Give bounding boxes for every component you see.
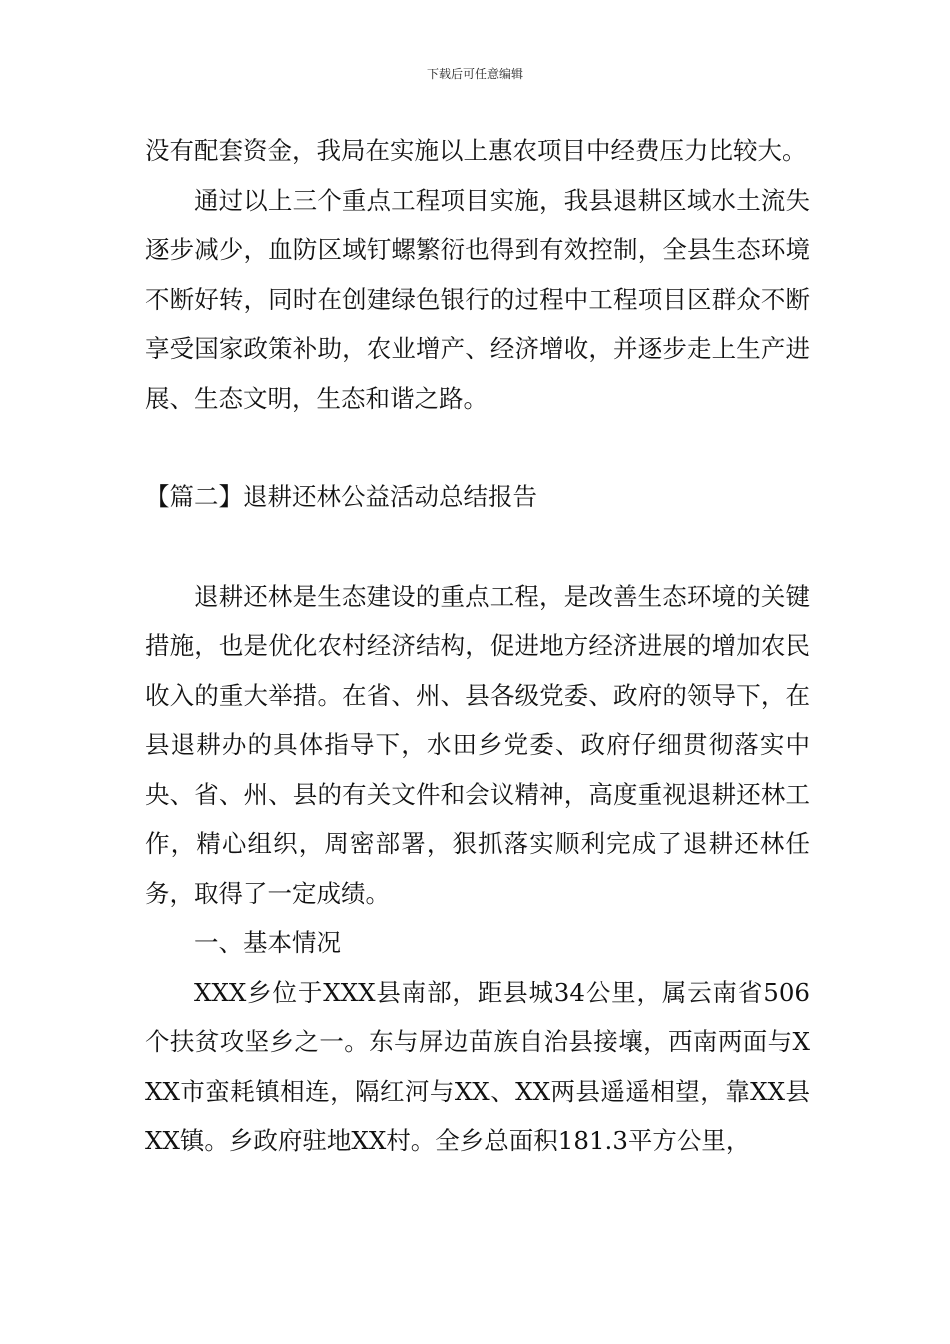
paragraph-continuation: 没有配套资金，我局在实施以上惠农项目中经费压力比较大。 xyxy=(145,136,807,165)
paragraph-summary: 通过以上三个重点工程项目实施，我县退耕区域水土流失逐步减少，血防区域钉螺繁衍也得到有效控制，全县生态环境不断好转，同时在创建绿色银行的过程中工程项目区群众不断享受国家政策补助，农业增产、经济增收，并逐步走上生产进展、生态文明，生态和谐之路。 xyxy=(145,185,810,413)
heading-basic-situation: 一、基本情况 xyxy=(194,928,341,957)
paragraph-basic-situation: XXX乡位于XXX县南部，距县城34公里，属云南省506个扶贫攻坚乡之一。东与屏边苗族自治县接壤，西南两面与XXX市蛮耗镇相连，隔红河与XX、XX两县遥遥相望，靠XX县XX镇。乡政府驻地XX村。全乡总面积181.3平方公里， xyxy=(145,977,810,1155)
section-title: 【篇二】退耕还林公益活动总结报告 xyxy=(145,482,537,511)
document-body xyxy=(145,126,810,1166)
paragraph-intro: 退耕还林是生态建设的重点工程，是改善生态环境的关键措施，也是优化农村经济结构，促进地方经济进展的增加农民收入的重大举措。在省、州、县各级党委、政府的领导下，在县退耕办的具体指导下，水田乡党委、政府仔细贯彻落实中央、省、州、县的有关文件和会议精神，高度重视退耕还林工作，精心组织，周密部署，狠抓落实顺利完成了退耕还林任务，取得了一定成绩。 xyxy=(145,581,810,908)
page-header: 下载后可任意编辑 xyxy=(426,67,523,81)
